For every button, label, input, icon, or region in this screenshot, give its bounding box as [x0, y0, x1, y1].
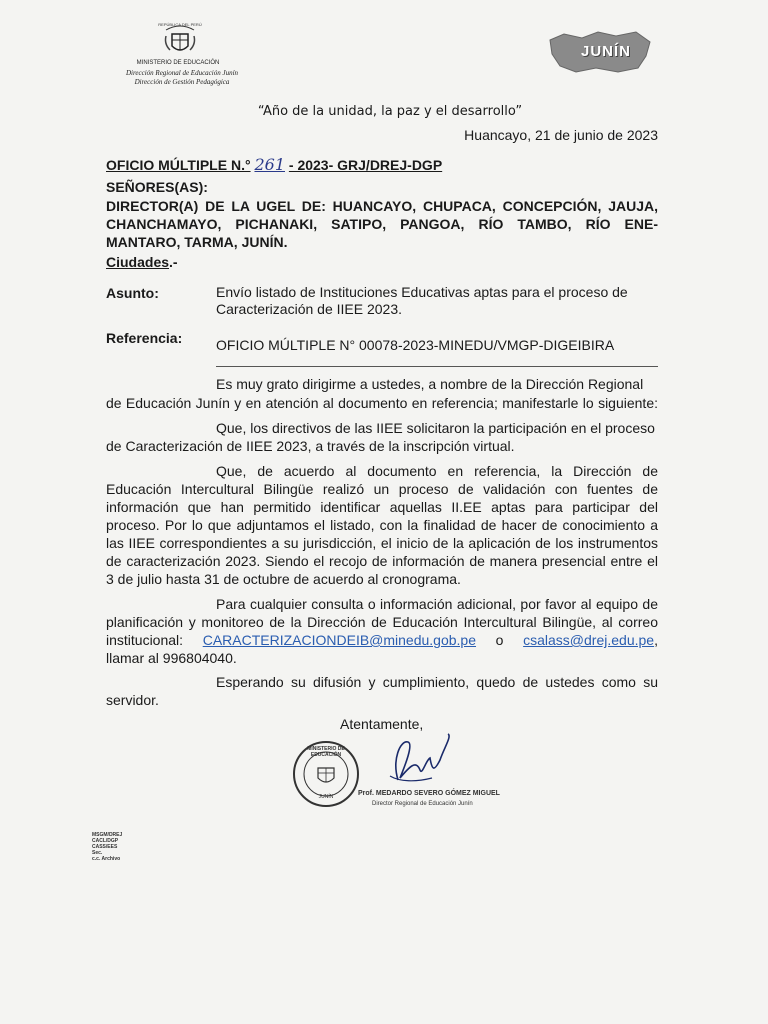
email-link-1[interactable]: CARACTERIZACIONDEIB@minedu.gob.pe	[202, 632, 477, 648]
header-seal	[160, 22, 200, 58]
paragraph-3-line-4: proceso. Por lo que adjuntamos el listado, con la finalidad de hacer de conocimiento a	[106, 517, 658, 533]
handwritten-signature	[370, 730, 460, 790]
asunto-line-2: Caracterización de IIEE 2023.	[216, 301, 402, 317]
conjunction-o: o	[495, 632, 504, 648]
paragraph-1-line-2: de Educación Junín y en atención al documento en referencia; manifestarle lo siguiente:	[106, 395, 658, 411]
paragraph-4-line-1: Para cualquier consulta o información adicional, por favor al equipo de	[216, 596, 658, 612]
peru-coat-of-arms-icon	[160, 22, 200, 58]
divider-line	[216, 366, 658, 367]
gestion-directorate: Dirección de Gestión Pedagógica	[134, 78, 230, 86]
paragraph-4-line-3	[106, 631, 658, 650]
footer-ref-item: Sec.	[92, 850, 103, 856]
referencia-label: Referencia:	[106, 330, 183, 346]
paragraph-4-line-4: llamar al 996804040.	[106, 650, 237, 666]
asunto-line-1: Envío listado de Instituciones Educativas aptas para el proceso de	[216, 284, 628, 300]
recipients-line-3: MANTARO, TARMA, JUNÍN.	[106, 234, 288, 250]
footer-ref-item: CACL/DGP	[92, 838, 119, 844]
city-text: Ciudades	[106, 254, 170, 270]
city-label	[106, 254, 178, 270]
stamp-text: MINISTERIO DE EDUCACIÓN	[307, 746, 345, 758]
signatory-name: Prof. MEDARDO SEVERO GÓMEZ MIGUEL	[358, 790, 500, 797]
footer-ref-item: CASS/EES	[92, 844, 118, 850]
paragraph-2-line-1: Que, los directivos de las IIEE solicitaron la participación en el proceso	[216, 420, 655, 436]
paragraph-3-line-5: las IIEE correspondientes a su jurisdicción, el inicio de la aplicación de los instrumentos	[106, 535, 658, 551]
footer-ref-item: MSGM/DREJ	[92, 832, 123, 838]
footer-references	[92, 832, 122, 862]
oficio-number	[106, 155, 442, 174]
paragraph-5-line-2: servidor.	[106, 692, 159, 708]
city-suffix: .-	[169, 254, 178, 270]
recipients-line-1: DIRECTOR(A) DE LA UGEL DE: HUANCAYO, CHUPACA, CONCEPCIÓN, JAUJA,	[106, 198, 658, 214]
ministry-name: MINISTERIO DE EDUCACIÓN	[136, 60, 220, 66]
email-2-wrap	[523, 631, 658, 650]
paragraph-3-line-1: Que, de acuerdo al documento en referencia, la Dirección de	[216, 463, 658, 479]
recipients-label: SEÑORES(AS):	[106, 179, 208, 195]
email-link-2[interactable]: csalass@drej.edu.pe	[523, 632, 655, 648]
paragraph-3-line-2: Educación Intercultural Bilingüe realizó un proceso de validación con fuentes de	[106, 481, 658, 497]
seal-caption: REPÚBLICA DEL PERÚ	[158, 22, 202, 27]
paragraph-3-line-6: de caracterización 2023. Siendo el recojo de información de manera presencial entre el	[106, 553, 658, 569]
institutional-label: institucional:	[106, 632, 184, 648]
stamp-bottom-text: JUNÍN	[318, 794, 334, 800]
paragraph-4-line-2: planificación y monitoreo de la Dirección de Educación Intercultural Bilingüe, al correo	[106, 614, 658, 630]
signature-scribble-icon	[370, 730, 460, 790]
paragraph-5-line-1: Esperando su difusión y cumplimiento, quedo de ustedes como su	[216, 674, 658, 690]
oficio-suffix: - 2023- GRJ/DREJ-DGP	[288, 157, 443, 173]
regional-directorate: Dirección Regional de Educación Junín	[125, 69, 239, 77]
footer-ref-item: c.c. Archivo	[92, 856, 121, 862]
junin-logo-text: JUNÍN	[580, 43, 631, 60]
paragraph-3-line-3: información que han permitido identificar aquellas II.EE aptas para participar del	[106, 499, 658, 515]
year-motto: “Año de la unidad, la paz y el desarrollo”	[257, 104, 523, 119]
date-line: Huancayo, 21 de junio de 2023	[464, 127, 658, 143]
signatory-title: Director Regional de Educación Junín	[372, 801, 473, 807]
recipients-line-2: CHANCHAMAYO, PICHANAKI, SATIPO, PANGOA, RÍO TAMBO, RÍO ENE-	[106, 216, 658, 232]
oficio-prefix: OFICIO MÚLTIPLE N.°	[106, 157, 251, 173]
closing-text: Atentamente,	[340, 716, 424, 732]
referencia-text: OFICIO MÚLTIPLE N° 00078-2023-MINEDU/VMGP-DIGEIBIRA	[216, 337, 615, 353]
paragraph-2-line-2: de Caracterización de IIEE 2023, a través de la inscripción virtual.	[106, 438, 515, 454]
asunto-label: Asunto:	[106, 285, 159, 301]
paragraph-3-line-7: 3 de julio hasta 31 de octubre de acuerdo al cronograma.	[106, 571, 461, 587]
paragraph-1-line-1: Es muy grato dirigirme a ustedes, a nombre de la Dirección Regional	[216, 376, 644, 392]
email-2-comma: ,	[654, 632, 658, 648]
oficio-handwritten-number: 261	[254, 155, 285, 174]
